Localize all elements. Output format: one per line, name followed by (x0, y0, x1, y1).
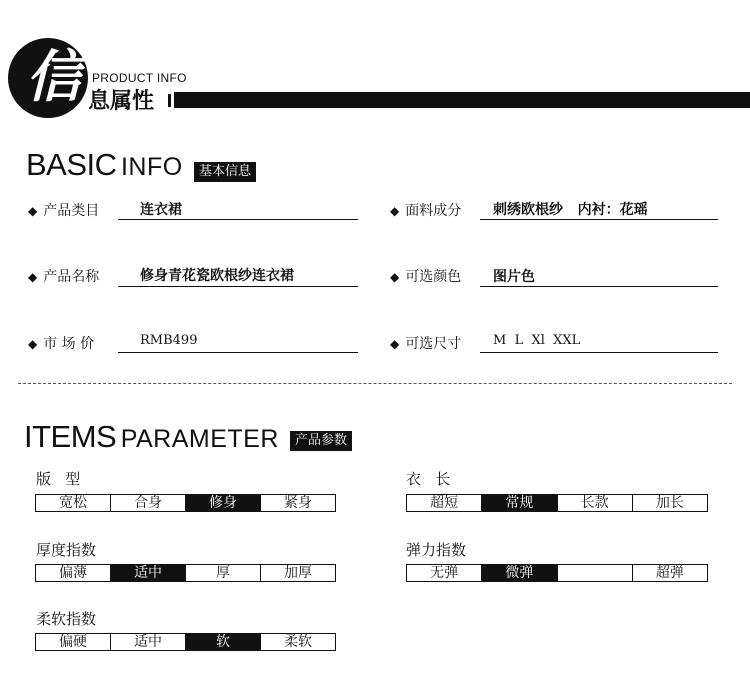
length-option-selected: 常规 (482, 495, 557, 511)
price-value: RMB499 (140, 333, 198, 348)
color-value: 图片色 (493, 269, 535, 285)
name-label (28, 266, 99, 286)
softness-option: 柔软 (284, 634, 312, 650)
basic-info-heading (26, 147, 183, 183)
softness-option: 偏硬 (36, 634, 111, 650)
thickness-label: 厚度指数 (36, 541, 97, 559)
items-title-big: ITEMS (24, 419, 117, 454)
elasticity-label: 弹力指数 (406, 541, 467, 559)
thickness-scale (35, 564, 336, 582)
fit-option-selected: 修身 (186, 495, 261, 511)
softness-label: 柔软指数 (36, 610, 97, 628)
category-label (28, 200, 99, 220)
elasticity-scale (406, 564, 708, 582)
length-option: 加长 (655, 495, 684, 511)
softness-option: 适中 (111, 634, 186, 650)
elasticity-option (558, 565, 633, 581)
size-underline (480, 352, 718, 353)
header-bar (174, 92, 750, 108)
thickness-option: 厚 (186, 565, 261, 581)
color-underline (480, 286, 718, 287)
logo-char: 信 (26, 44, 82, 110)
elasticity-option: 超弹 (655, 565, 684, 581)
fit-option: 宽松 (36, 495, 111, 511)
fabric-underline (480, 219, 718, 220)
color-label-text: 可选颜色 (405, 269, 462, 285)
diamond-icon: ◆ (28, 337, 38, 351)
name-value: 修身青花瓷欧根纱连衣裙 (140, 268, 294, 284)
color-label (390, 266, 461, 286)
price-label (28, 333, 94, 353)
size-value: M L Xl XXL (493, 333, 581, 348)
fabric-label-text: 面料成分 (405, 203, 462, 219)
size-label (390, 333, 461, 353)
softness-option-selected: 软 (186, 634, 261, 650)
header-tick (168, 94, 171, 107)
section-divider (18, 383, 732, 384)
category-value: 连衣裙 (140, 202, 182, 218)
diamond-icon: ◆ (390, 204, 400, 218)
length-option: 长款 (558, 495, 633, 511)
price-underline (118, 352, 358, 353)
thickness-option: 偏薄 (36, 565, 111, 581)
price-label-text: 市 场 价 (43, 336, 95, 352)
fit-scale (35, 494, 336, 512)
length-scale (406, 494, 708, 512)
elasticity-option: 无弹 (407, 565, 482, 581)
softness-scale (35, 633, 336, 651)
diamond-icon: ◆ (390, 270, 400, 284)
length-option: 超短 (407, 495, 482, 511)
diamond-icon: ◆ (28, 270, 38, 284)
diamond-icon: ◆ (28, 204, 38, 218)
name-label-text: 产品名称 (43, 269, 100, 285)
diamond-icon: ◆ (390, 337, 400, 351)
category-label-text: 产品类目 (43, 203, 100, 219)
category-underline (118, 219, 358, 220)
basic-title-big: BASIC (26, 147, 117, 182)
name-underline (118, 286, 358, 287)
product-info-label: PRODUCT INFO (92, 71, 187, 85)
basic-info-tag: 基本信息 (194, 162, 256, 182)
fit-option: 紧身 (284, 495, 312, 511)
basic-title-small: INFO (120, 153, 183, 181)
thickness-option-selected: 适中 (111, 565, 186, 581)
items-tag: 产品参数 (290, 431, 352, 451)
items-heading (24, 419, 279, 455)
size-label-text: 可选尺寸 (405, 336, 462, 352)
header-title: 息属性 (88, 88, 155, 114)
fabric-value: 刺绣欧根纱 内衬：花瑶 (493, 202, 648, 218)
thickness-option: 加厚 (284, 565, 312, 581)
elasticity-option-selected: 微弹 (482, 565, 557, 581)
length-label: 衣 长 (406, 470, 451, 488)
items-title-small: PARAMETER (120, 425, 279, 453)
fit-option: 合身 (111, 495, 186, 511)
fit-label: 版 型 (36, 470, 81, 488)
fabric-label (390, 200, 461, 220)
